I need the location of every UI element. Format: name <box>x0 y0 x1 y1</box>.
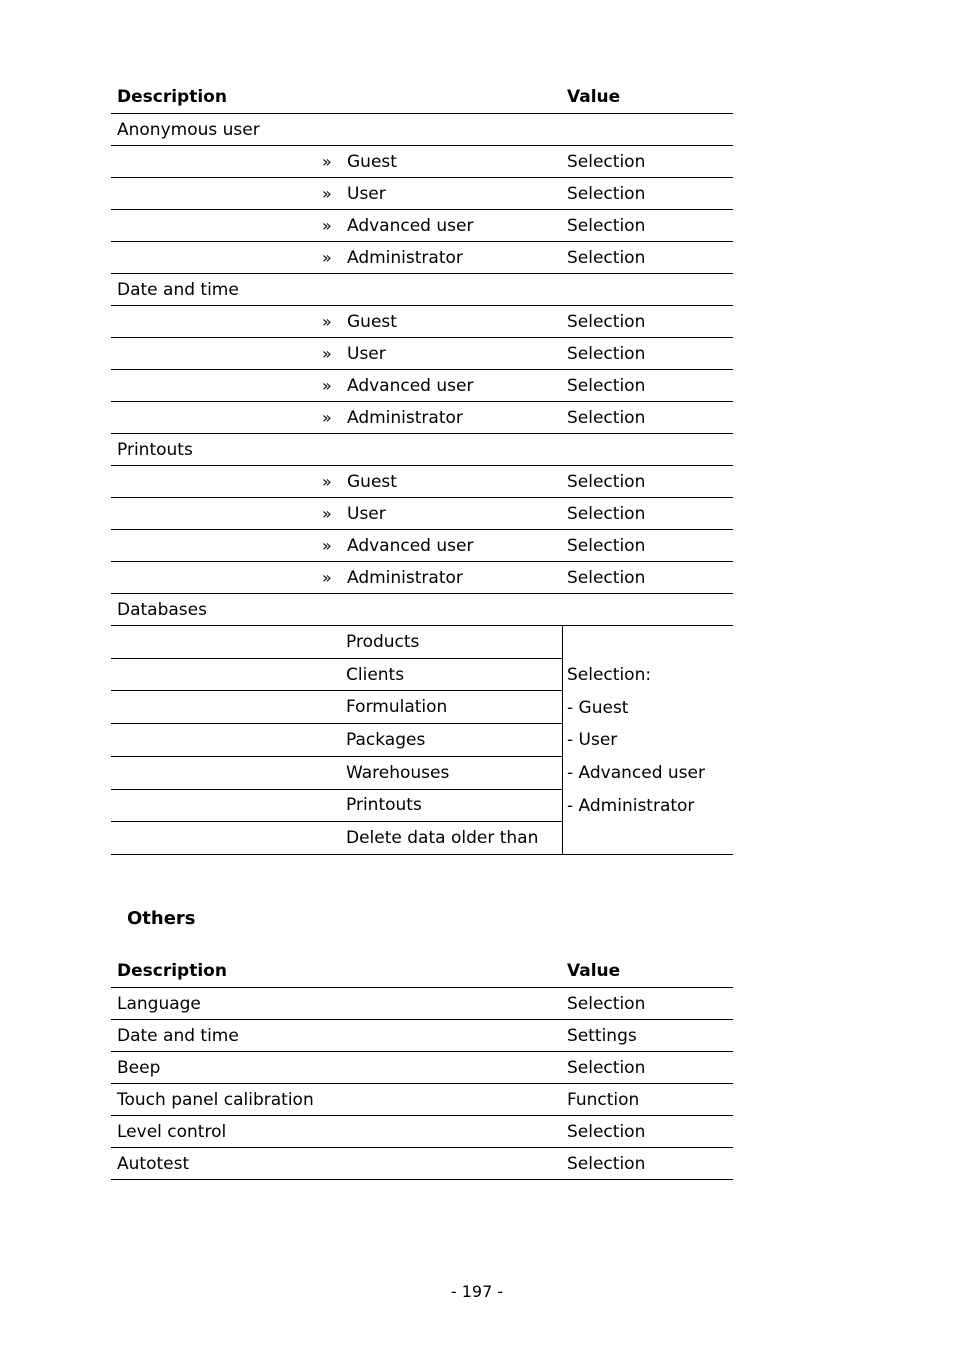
row-value: Selection <box>567 343 646 364</box>
bullet-marker: » <box>322 312 332 331</box>
header-description: Description <box>117 960 227 981</box>
section-title: Printouts <box>117 439 193 460</box>
row-description: Date and time <box>117 1025 239 1046</box>
database-value-line: - Guest <box>567 697 629 718</box>
table-row <box>111 1084 733 1116</box>
database-row <box>111 757 562 790</box>
row-label: Administrator <box>347 247 463 268</box>
database-value-line: - User <box>567 730 618 751</box>
row-description: Beep <box>117 1057 161 1078</box>
database-row <box>111 691 562 724</box>
row-value: Selection <box>567 503 646 524</box>
table-row <box>111 1052 733 1084</box>
others-table <box>111 954 733 1180</box>
database-label: Delete data older than <box>346 828 539 849</box>
row-value: Selection <box>567 567 646 588</box>
table-header <box>111 80 733 114</box>
row-label: Guest <box>347 311 397 332</box>
section-row <box>111 114 733 146</box>
row-value: Selection <box>567 1153 646 1174</box>
table-row <box>111 466 733 498</box>
table-row <box>111 1020 733 1052</box>
database-label: Printouts <box>346 795 422 816</box>
bullet-marker: » <box>322 504 332 523</box>
table-row <box>111 988 733 1020</box>
row-label: Administrator <box>347 567 463 588</box>
row-value: Selection <box>567 407 646 428</box>
row-label: User <box>347 503 386 524</box>
database-value-line: - Advanced user <box>567 763 705 784</box>
access-rights-table <box>111 80 733 855</box>
table-row <box>111 338 733 370</box>
section-title: Anonymous user <box>117 119 260 140</box>
database-value-line: - Administrator <box>567 795 695 816</box>
databases-block <box>111 626 733 855</box>
row-label: Administrator <box>347 407 463 428</box>
row-value: Selection <box>567 151 646 172</box>
table-row <box>111 370 733 402</box>
bullet-marker: » <box>322 568 332 587</box>
header-description: Description <box>117 86 227 107</box>
bullet-marker: » <box>322 344 332 363</box>
row-value: Selection <box>567 247 646 268</box>
table-row <box>111 178 733 210</box>
table-row <box>111 1148 733 1180</box>
row-value: Function <box>567 1089 640 1110</box>
table-row <box>111 530 733 562</box>
table-row <box>111 146 733 178</box>
row-description: Touch panel calibration <box>117 1089 314 1110</box>
row-value: Selection <box>567 375 646 396</box>
table-sections <box>111 114 733 594</box>
row-label: Advanced user <box>347 215 474 236</box>
database-row <box>111 790 562 823</box>
row-description: Level control <box>117 1121 227 1142</box>
database-label: Formulation <box>346 697 448 718</box>
database-value-line: Selection: <box>567 665 652 686</box>
others-rows <box>111 988 733 1180</box>
database-label: Products <box>346 631 420 652</box>
database-row <box>111 626 562 659</box>
database-label: Clients <box>346 664 405 685</box>
bullet-marker: » <box>322 152 332 171</box>
header-value: Value <box>567 960 621 981</box>
database-row <box>111 659 562 692</box>
row-label: Advanced user <box>347 535 474 556</box>
table-row <box>111 498 733 530</box>
table-row <box>111 242 733 274</box>
row-value: Selection <box>567 215 646 236</box>
section-row <box>111 274 733 306</box>
row-value: Selection <box>567 535 646 556</box>
bullet-marker: » <box>322 408 332 427</box>
row-value: Selection <box>567 471 646 492</box>
row-label: Guest <box>347 471 397 492</box>
others-heading: Others <box>127 908 196 929</box>
header-value: Value <box>567 86 621 107</box>
row-description: Autotest <box>117 1153 190 1174</box>
section-row <box>111 434 733 466</box>
page-number: - 197 - <box>450 1282 504 1301</box>
row-value: Settings <box>567 1025 637 1046</box>
database-row <box>111 822 562 855</box>
database-row <box>111 724 562 757</box>
row-value: Selection <box>567 993 646 1014</box>
row-value: Selection <box>567 183 646 204</box>
section-row-databases <box>111 594 733 626</box>
bullet-marker: » <box>322 376 332 395</box>
row-label: User <box>347 343 386 364</box>
bullet-marker: » <box>322 184 332 203</box>
row-label: Advanced user <box>347 375 474 396</box>
bullet-marker: » <box>322 536 332 555</box>
row-value: Selection <box>567 1121 646 1142</box>
bullet-marker: » <box>322 216 332 235</box>
table-row <box>111 562 733 594</box>
section-title: Databases <box>117 599 207 620</box>
row-label: Guest <box>347 151 397 172</box>
table-row <box>111 1116 733 1148</box>
row-value: Selection <box>567 1057 646 1078</box>
database-label: Warehouses <box>346 762 450 783</box>
bullet-marker: » <box>322 248 332 267</box>
database-label: Packages <box>346 729 426 750</box>
row-value: Selection <box>567 311 646 332</box>
table-row <box>111 210 733 242</box>
table-row <box>111 306 733 338</box>
table-row <box>111 402 733 434</box>
section-title: Date and time <box>117 279 239 300</box>
bullet-marker: » <box>322 472 332 491</box>
databases-value-cell <box>563 626 733 855</box>
row-description: Language <box>117 993 201 1014</box>
table-header <box>111 954 733 988</box>
row-label: User <box>347 183 386 204</box>
